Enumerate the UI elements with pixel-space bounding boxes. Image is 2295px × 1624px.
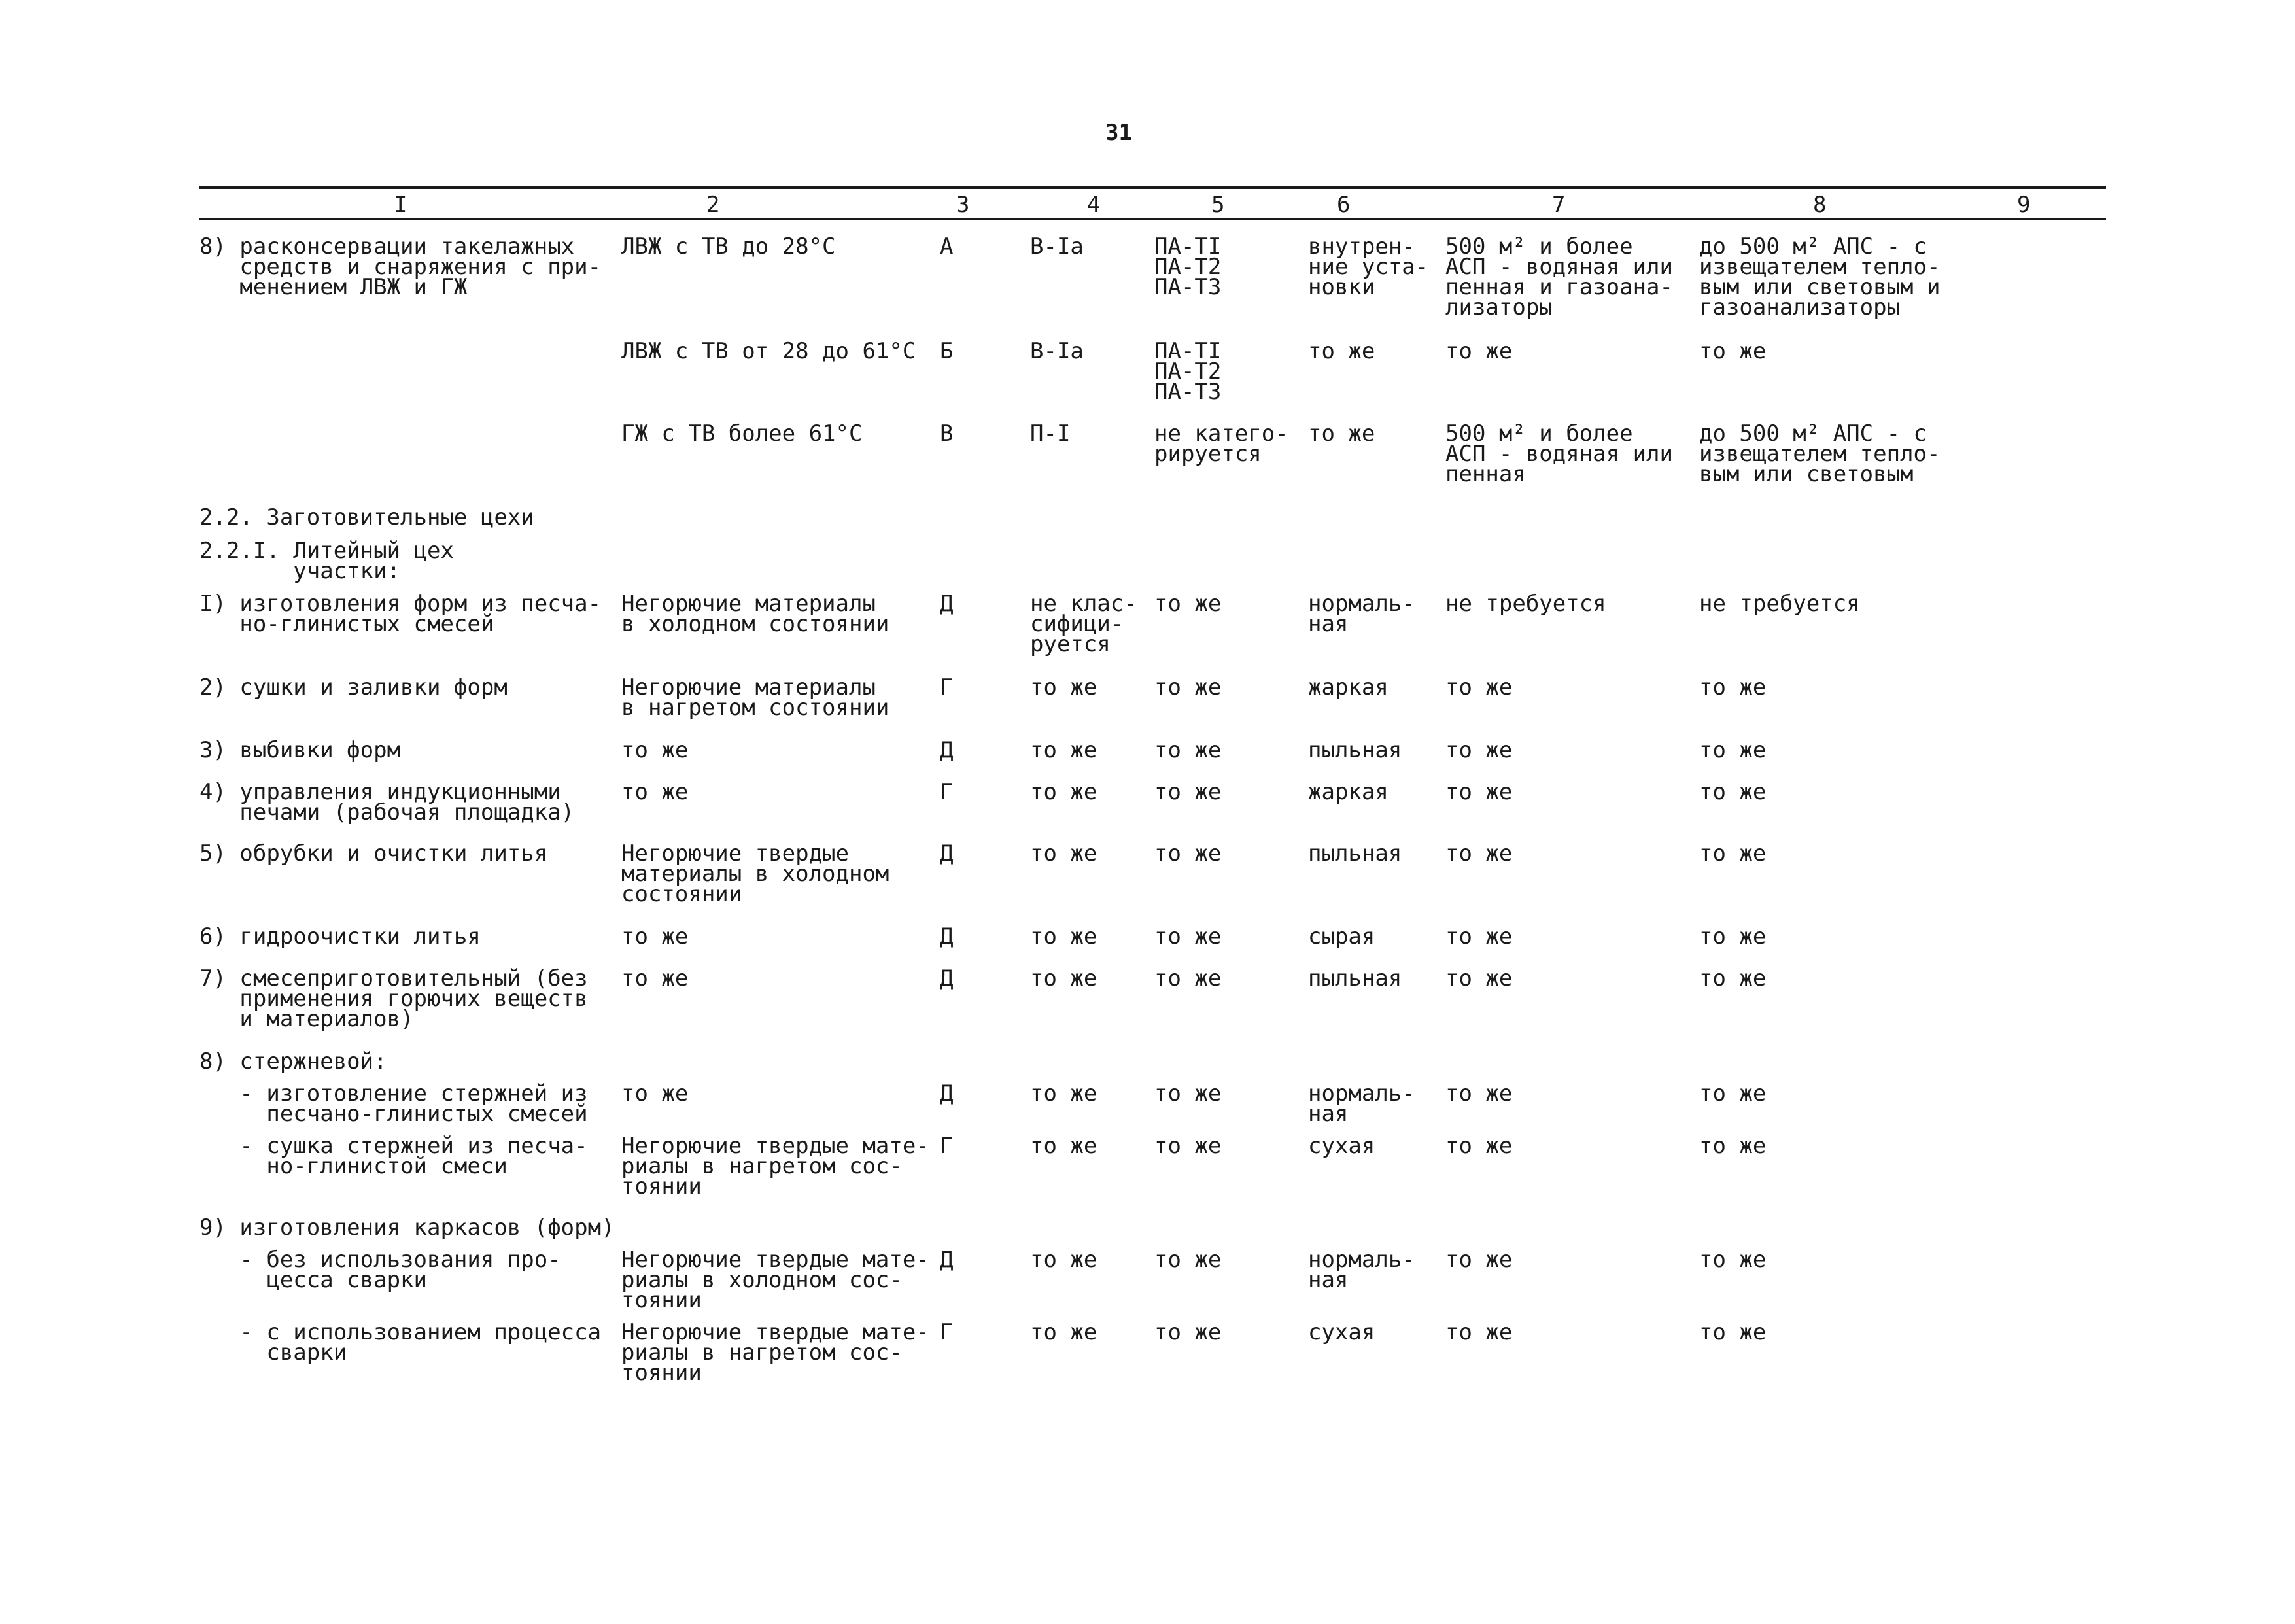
cell-col7: то же: [1445, 674, 1513, 700]
cell-col8: то же: [1699, 1247, 1767, 1273]
cell-col8: то же: [1699, 1319, 1767, 1345]
col-header-7: 7: [1552, 192, 1566, 218]
cell-materials: то же: [621, 924, 689, 950]
cell-environment: сухая: [1308, 1133, 1375, 1159]
cell-col7: не требуется: [1445, 591, 1606, 617]
cell-col8: то же: [1699, 779, 1767, 805]
cell-zone-class: то же: [1030, 1319, 1097, 1345]
cell-section: - с использованием процесса сварки: [239, 1319, 602, 1366]
cell-col5: то же: [1154, 591, 1222, 617]
cell-materials: ЛВЖ с ТВ до 28°С: [621, 233, 836, 260]
cell-environment: жаркая: [1308, 779, 1389, 805]
cell-section: 5) обрубки и очистки литья: [199, 840, 548, 867]
cell-zone-class: то же: [1030, 1247, 1097, 1273]
cell-col5: то же: [1154, 1247, 1222, 1273]
cell-materials: Негорючие твердые мате- риалы в холодном сос- тоянии: [621, 1247, 929, 1313]
cell-environment: жаркая: [1308, 674, 1389, 700]
cell-section: - без использования про- цесса сварки: [239, 1247, 561, 1293]
cell-environment: сырая: [1308, 924, 1375, 950]
cell-section: 7) смесеприготовительный (без применения горючих веществ и материалов): [199, 965, 588, 1032]
cell-materials: Негорючие твердые мате- риалы в нагретом сос- тоянии: [621, 1133, 929, 1200]
cell-col5: то же: [1154, 674, 1222, 700]
cell-materials: то же: [621, 737, 689, 763]
cell-col5: то же: [1154, 1319, 1222, 1345]
cell-environment: нормаль- ная: [1308, 1247, 1415, 1293]
cell-col7: то же: [1445, 1080, 1513, 1107]
cell-category: Д: [940, 737, 954, 763]
cell-category: В: [940, 421, 954, 447]
cell-environment: нормаль- ная: [1308, 591, 1415, 637]
cell-materials: то же: [621, 779, 689, 805]
cell-col8: не требуется: [1699, 591, 1860, 617]
cell-section: - сушка стержней из песча- но-глинистой смеси: [239, 1133, 588, 1179]
cell-zone-class: то же: [1030, 924, 1097, 950]
cell-category: Г: [940, 779, 954, 805]
cell-materials: Негорючие материалы в нагретом состоянии: [621, 674, 889, 721]
cell-section: 4) управления индукционными печами (рабочая площадка): [199, 779, 575, 825]
cell-materials: ГЖ с ТВ более 61°С: [621, 421, 863, 447]
col-header-8: 8: [1813, 192, 1827, 218]
table-header-rule: [199, 218, 2106, 220]
cell-category: Д: [940, 840, 954, 867]
cell-col8: то же: [1699, 1080, 1767, 1107]
col-header-1: I: [394, 192, 407, 218]
cell-environment: пыльная: [1308, 965, 1402, 992]
cell-category: А: [940, 233, 954, 260]
cell-zone-class: то же: [1030, 1080, 1097, 1107]
cell-category: Г: [940, 674, 954, 700]
cell-materials: то же: [621, 1080, 689, 1107]
col-header-6: 6: [1337, 192, 1351, 218]
cell-environment: пыльная: [1308, 840, 1402, 867]
cell-col8: то же: [1699, 1133, 1767, 1159]
cell-section: I) изготовления форм из песча- но-глинистых смесей: [199, 591, 602, 637]
cell-col8: то же: [1699, 338, 1767, 364]
cell-col7: то же: [1445, 1133, 1513, 1159]
cell-col8: то же: [1699, 737, 1767, 763]
cell-zone-class: В-Iа: [1030, 338, 1084, 364]
cell-col7: то же: [1445, 1319, 1513, 1345]
cell-zone-class: то же: [1030, 737, 1097, 763]
cell-section: 6) гидроочистки литья: [199, 924, 481, 950]
cell-category: Г: [940, 1133, 954, 1159]
section-heading: 2.2. Заготовительные цехи: [199, 504, 534, 530]
cell-section: 2) сушки и заливки форм: [199, 674, 508, 700]
col-header-5: 5: [1211, 192, 1225, 218]
cell-environment: сухая: [1308, 1319, 1375, 1345]
cell-col5: то же: [1154, 1133, 1222, 1159]
cell-category: Д: [940, 1247, 954, 1273]
cell-col5: то же: [1154, 840, 1222, 867]
cell-materials: Негорючие материалы в холодном состоянии: [621, 591, 889, 637]
cell-col8: то же: [1699, 674, 1767, 700]
cell-col7: то же: [1445, 338, 1513, 364]
cell-col5: не катего- рируется: [1154, 421, 1288, 467]
cell-col8: то же: [1699, 924, 1767, 950]
cell-environment: то же: [1308, 338, 1375, 364]
cell-category: Д: [940, 1080, 954, 1107]
cell-materials: то же: [621, 965, 689, 992]
cell-category: Д: [940, 965, 954, 992]
page-number: 31: [1105, 120, 1132, 146]
cell-zone-class: В-Iа: [1030, 233, 1084, 260]
col-header-2: 2: [706, 192, 720, 218]
cell-zone-class: то же: [1030, 1133, 1097, 1159]
cell-environment: внутрен- ние уста- новки: [1308, 233, 1429, 300]
cell-category: Д: [940, 591, 954, 617]
cell-environment: то же: [1308, 421, 1375, 447]
cell-col5: ПА-ТI ПА-Т2 ПА-Т3: [1154, 338, 1222, 405]
cell-zone-class: то же: [1030, 674, 1097, 700]
cell-col5: то же: [1154, 737, 1222, 763]
cell-col7: то же: [1445, 965, 1513, 992]
cell-col8: до 500 м² АПС - с извещателем тепло- вым или световым и газоанализаторы: [1699, 233, 1941, 320]
cell-section: 8) стержневой:: [199, 1048, 387, 1075]
cell-col7: 500 м² и более АСП - водяная или пенная и газоана- лизаторы: [1445, 233, 1673, 320]
cell-category: Г: [940, 1319, 954, 1345]
cell-materials: Негорючие твердые мате- риалы в нагретом сос- тоянии: [621, 1319, 929, 1386]
cell-col7: то же: [1445, 779, 1513, 805]
cell-col5: то же: [1154, 1080, 1222, 1107]
cell-col7: 500 м² и более АСП - водяная или пенная: [1445, 421, 1673, 487]
cell-zone-class: то же: [1030, 965, 1097, 992]
cell-materials: Негорючие твердые материалы в холодном состоянии: [621, 840, 889, 907]
cell-zone-class: то же: [1030, 779, 1097, 805]
cell-col7: то же: [1445, 840, 1513, 867]
cell-materials: ЛВЖ с ТВ от 28 до 61°С: [621, 338, 916, 364]
cell-col7: то же: [1445, 737, 1513, 763]
col-header-4: 4: [1087, 192, 1101, 218]
cell-category: Д: [940, 924, 954, 950]
col-header-9: 9: [2017, 192, 2031, 218]
cell-col8: до 500 м² АПС - с извещателем тепло- вым или световым: [1699, 421, 1941, 487]
cell-section: 9) изготовления каркасов (форм): [199, 1215, 615, 1241]
cell-col5: то же: [1154, 965, 1222, 992]
cell-col7: то же: [1445, 1247, 1513, 1273]
cell-zone-class: не клас- сифици- руется: [1030, 591, 1137, 657]
cell-col5: то же: [1154, 779, 1222, 805]
cell-zone-class: П-I: [1030, 421, 1071, 447]
cell-section: 3) выбивки форм: [199, 737, 401, 763]
cell-col8: то же: [1699, 840, 1767, 867]
cell-environment: пыльная: [1308, 737, 1402, 763]
cell-category: Б: [940, 338, 954, 364]
cell-section: 8) расконсервации такелажных средств и снаряжения с при- менением ЛВЖ и ГЖ: [199, 233, 602, 300]
table-top-rule: [199, 186, 2106, 189]
col-header-3: 3: [956, 192, 970, 218]
cell-col5: то же: [1154, 924, 1222, 950]
cell-col5: ПА-ТI ПА-Т2 ПА-Т3: [1154, 233, 1222, 300]
cell-col7: то же: [1445, 924, 1513, 950]
cell-section: - изготовление стержней из песчано-глинистых смесей: [239, 1080, 588, 1127]
cell-environment: нормаль- ная: [1308, 1080, 1415, 1127]
cell-col8: то же: [1699, 965, 1767, 992]
cell-zone-class: то же: [1030, 840, 1097, 867]
section-subheading: 2.2.I. Литейный цех участки:: [199, 538, 454, 584]
